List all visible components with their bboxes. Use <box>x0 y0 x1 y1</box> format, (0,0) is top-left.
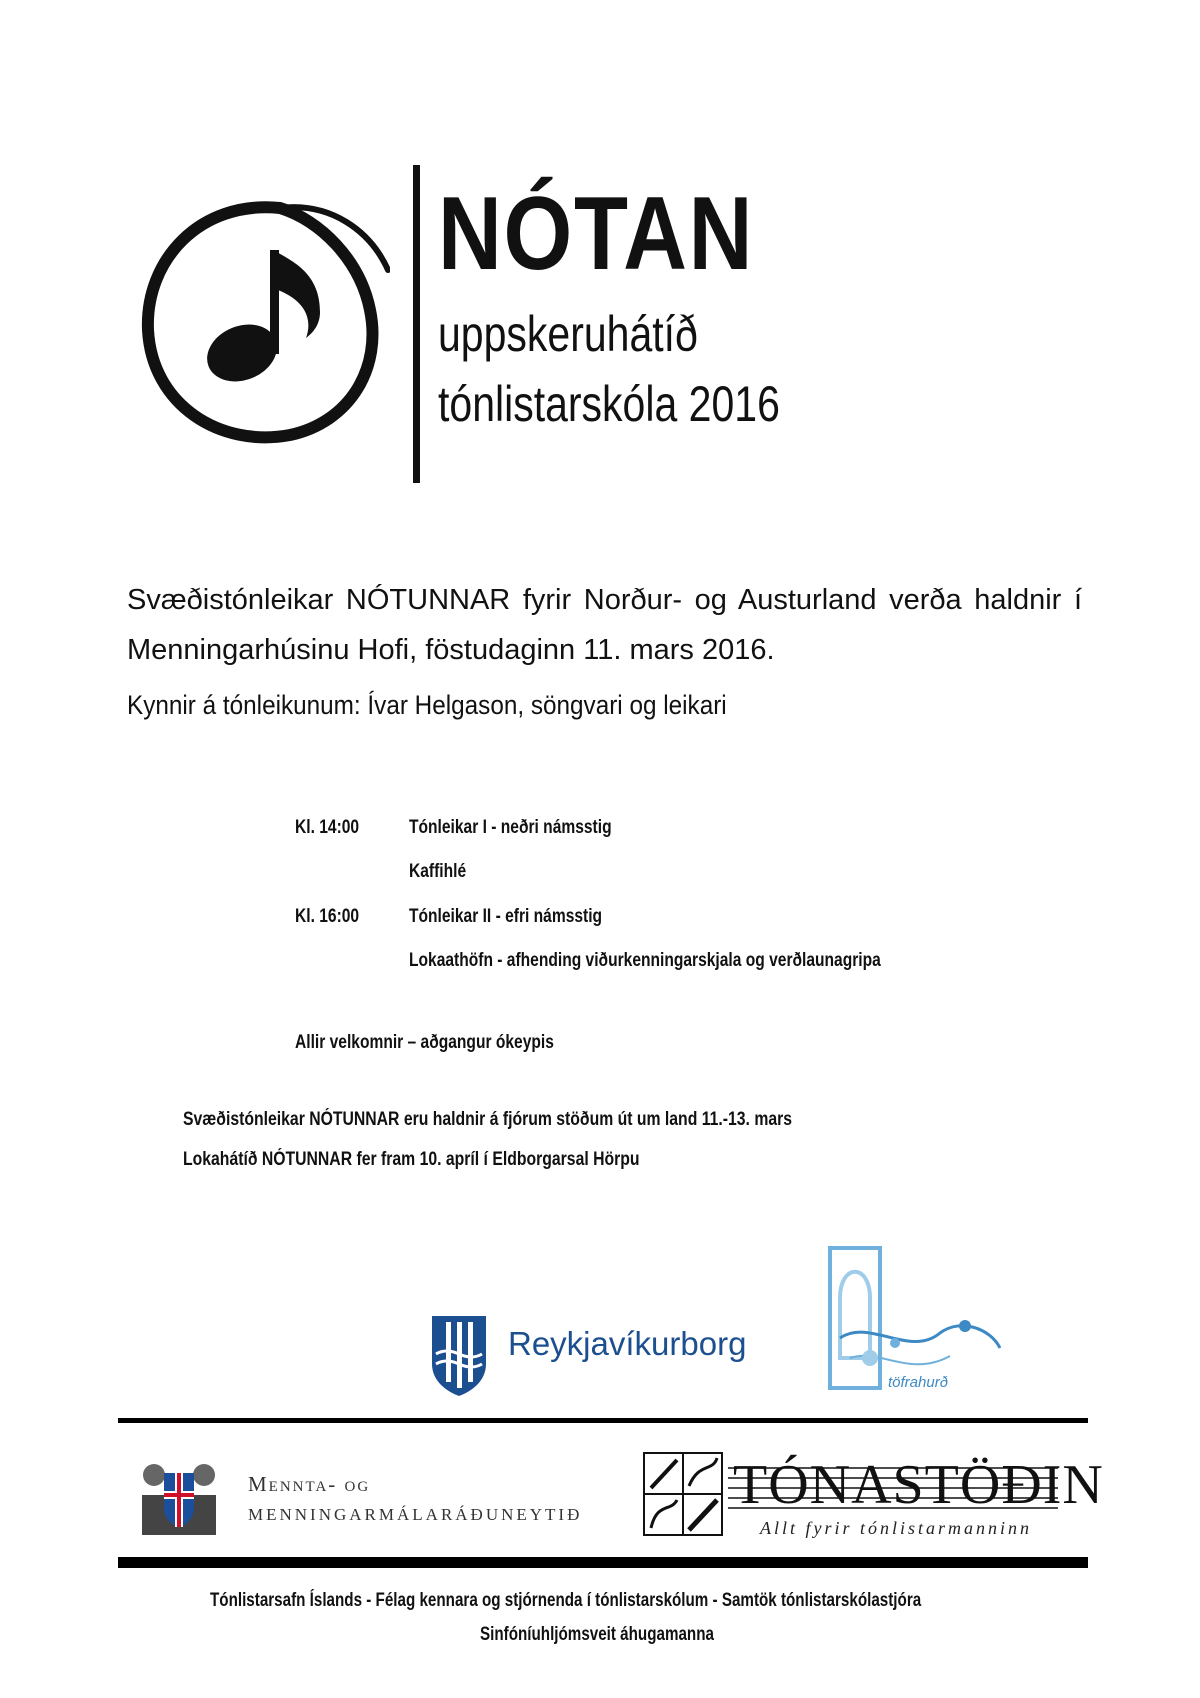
music-note-swirl-icon <box>130 190 390 450</box>
note-line: Lokahátíð NÓTUNNAR fer fram 10. apríl í Eldborgarsal Hörpu <box>183 1149 640 1170</box>
schedule-item: Tónleikar I - neðri námsstig <box>409 817 612 838</box>
footer-organizations-line-2: Sinfóníuhljómsveit áhugamanna <box>480 1624 714 1645</box>
schedule-time: Kl. 14:00 <box>295 817 360 838</box>
tonastodin-instrument-grid-icon <box>643 1452 723 1536</box>
schedule-item: Tónleikar II - efri námsstig <box>409 906 603 927</box>
ministry-name-line-2: MENNINGARMÁLARÁÐUNEYTIÐ <box>248 1505 583 1524</box>
icelandic-coat-of-arms-icon <box>140 1455 218 1537</box>
page-title: NÓTAN <box>438 176 755 292</box>
header-divider <box>413 165 420 483</box>
sponsor-divider-bottom <box>118 1557 1088 1568</box>
tonastodin-logo-text: TÓNASTÖÐIN <box>733 1454 1104 1516</box>
welcome-line: Allir velkomnir – aðgangur ókeypis <box>295 1032 554 1053</box>
tonastodin-tagline: Allt fyrir tónlistarmanninn <box>760 1518 1033 1538</box>
subtitle-line-1: uppskeruhátíð <box>438 306 698 362</box>
reykjavik-shield-icon <box>430 1314 488 1398</box>
footer-organizations: Tónlistarsafn Íslands - Félag kennara og stjórnenda í tónlistarskólum - Samtök tónlistarskólastjóra <box>210 1590 922 1611</box>
subtitle-line-2: tónlistarskóla 2016 <box>438 376 780 432</box>
ministry-name-line-1: Mennta- og <box>248 1472 371 1496</box>
schedule-time: Kl. 16:00 <box>295 906 360 927</box>
presenter-line: Kynnir á tónleikunum: Ívar Helgason, söngvari og leikari <box>127 690 727 720</box>
intro-paragraph: Svæðistónleikar NÓTUNNAR fyrir Norður- og Austurland verða haldnir í Menningarhúsinu Hofi, föstudaginn 11. mars 2016. <box>127 584 1082 666</box>
schedule-item: Lokaathöfn - afhending viðurkenningarskjala og verðlaunagripa <box>409 950 881 971</box>
reykjavik-logo-text: Reykjavíkurborg <box>508 1325 747 1362</box>
sponsor-divider-top <box>118 1418 1088 1423</box>
schedule-item: Kaffihlé <box>409 861 467 882</box>
note-line: Svæðistónleikar NÓTUNNAR eru haldnir á fjórum stöðum út um land 11.-13. mars <box>183 1109 793 1130</box>
tofrahurd-logo-text: töfrahurð <box>888 1374 949 1391</box>
